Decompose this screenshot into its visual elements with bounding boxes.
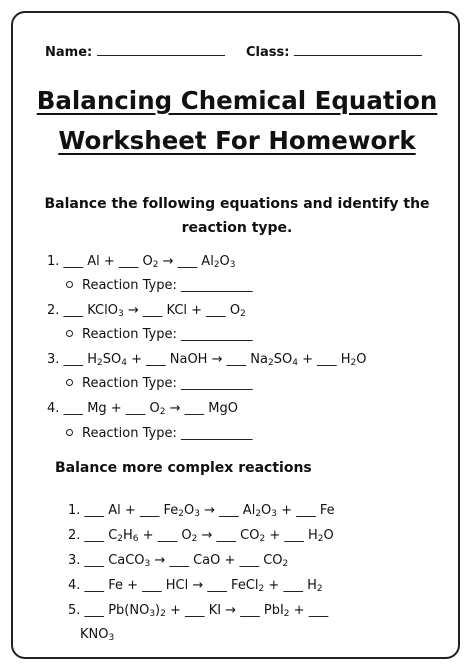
term: Al <box>201 254 214 269</box>
term: Al + <box>87 254 115 269</box>
arrow-icon: → <box>127 303 139 318</box>
term: H <box>308 528 318 543</box>
term: ) <box>155 603 161 618</box>
term: Al + <box>108 503 136 518</box>
coefficient-blank[interactable]: ___ <box>207 578 227 593</box>
circle-bullet-icon <box>66 281 73 288</box>
term: Fe <box>163 503 179 518</box>
coefficient-blank[interactable]: ___ <box>84 603 105 618</box>
coefficient-blank[interactable]: ___ <box>184 401 205 416</box>
coefficient-blank[interactable]: ___ <box>63 401 84 416</box>
term: Na <box>250 352 268 367</box>
complex-equation-5-continued <box>80 627 114 642</box>
coefficient-blank[interactable]: ___ <box>84 503 105 518</box>
subscript: 6 <box>132 534 139 544</box>
subscript: 2 <box>160 609 166 619</box>
arrow-icon: → <box>154 553 166 568</box>
name-field[interactable] <box>45 45 225 60</box>
subscript: 2 <box>96 358 103 368</box>
term: O <box>219 254 230 269</box>
term: O <box>142 254 153 269</box>
plus-sign: + <box>268 578 280 593</box>
term: Fe + <box>108 578 138 593</box>
equation-number: 3. <box>47 352 60 367</box>
subscript: 2 <box>152 260 159 270</box>
complex-equation-4 <box>68 578 323 593</box>
subscript: 3 <box>229 260 236 270</box>
term: SO <box>273 352 293 367</box>
circle-bullet-icon <box>66 379 73 386</box>
arrow-icon: → <box>169 401 181 416</box>
equation-number: 1. <box>47 254 60 269</box>
complex-equation-2 <box>68 528 334 543</box>
term: Mg + <box>87 401 122 416</box>
subscript: 2 <box>258 584 265 594</box>
arrow-icon: → <box>201 528 213 543</box>
name-blank-line[interactable] <box>97 55 225 56</box>
subscript: 4 <box>292 358 298 368</box>
term: O <box>184 503 195 518</box>
subscript: 2 <box>255 509 262 519</box>
term: O <box>356 352 367 367</box>
term: KClO <box>87 303 118 318</box>
subscript: 2 <box>259 534 266 544</box>
equation-number: 2. <box>68 528 81 543</box>
subscript: 3 <box>117 309 124 319</box>
coefficient-blank[interactable]: ___ <box>142 578 162 593</box>
subscript: 2 <box>213 260 220 270</box>
coefficient-blank[interactable]: ___ <box>142 303 163 318</box>
reaction-type-label: Reaction Type: ___________ <box>82 376 253 391</box>
name-label: Name: <box>45 45 93 60</box>
equation-number: 2. <box>47 303 60 318</box>
term: C <box>108 528 118 543</box>
subscript: 3 <box>149 609 156 619</box>
coefficient-blank[interactable]: ___ <box>216 528 236 543</box>
term: H <box>307 578 317 593</box>
term: Fe <box>319 503 335 518</box>
subscript: 2 <box>282 559 289 569</box>
coefficient-blank[interactable]: ___ <box>239 553 260 568</box>
complex-equation-1 <box>68 503 335 518</box>
coefficient-blank[interactable]: ___ <box>284 528 304 543</box>
term: KCl + <box>166 303 203 318</box>
coefficient-blank[interactable]: ___ <box>240 603 260 618</box>
instructions <box>20 192 454 240</box>
coefficient-blank[interactable]: ___ <box>185 603 205 618</box>
reaction-type-1[interactable] <box>66 278 252 293</box>
plus-sign: + <box>131 352 142 367</box>
reaction-type-label: Reaction Type: ___________ <box>82 327 253 342</box>
term: PbI <box>263 603 284 618</box>
coefficient-blank[interactable]: ___ <box>283 578 303 593</box>
subscript: 2 <box>317 534 324 544</box>
coefficient-blank[interactable]: ___ <box>206 303 226 318</box>
coefficient-blank[interactable]: ___ <box>169 553 189 568</box>
term: NaOH → <box>169 352 223 367</box>
term: O <box>323 528 334 543</box>
coefficient-blank[interactable]: ___ <box>63 352 84 367</box>
circle-bullet-icon <box>66 429 73 436</box>
term: CaCO <box>108 553 145 568</box>
subscript: 2 <box>117 534 123 544</box>
term: O <box>229 303 241 318</box>
coefficient-blank[interactable]: ___ <box>63 254 84 269</box>
class-field[interactable] <box>246 45 422 60</box>
plus-sign: + <box>269 528 281 543</box>
page-title-line2: Worksheet For Homework <box>58 126 416 155</box>
plus-sign: + <box>170 603 181 618</box>
coefficient-blank[interactable]: ___ <box>84 528 105 543</box>
equation-number: 4. <box>68 578 81 593</box>
reaction-type-2[interactable] <box>66 327 252 342</box>
term: KI → <box>208 603 237 618</box>
coefficient-blank[interactable]: ___ <box>317 352 337 367</box>
subscript: 3 <box>108 633 115 643</box>
reaction-type-3[interactable] <box>66 376 252 391</box>
term: O <box>261 503 272 518</box>
circle-bullet-icon <box>66 330 73 337</box>
subscript: 3 <box>144 559 151 569</box>
coefficient-blank[interactable]: ___ <box>139 503 160 518</box>
page-title-line1: Balancing Chemical Equation <box>36 86 438 115</box>
term: H <box>123 528 133 543</box>
arrow-icon: → <box>204 503 216 518</box>
subscript: 2 <box>350 358 357 368</box>
coefficient-blank[interactable]: ___ <box>84 578 105 593</box>
term: Pb(NO <box>108 603 150 618</box>
coefficient-blank[interactable]: ___ <box>125 401 146 416</box>
coefficient-blank[interactable]: ___ <box>296 503 316 518</box>
class-label: Class: <box>246 45 290 60</box>
equation-number: 5. <box>68 603 81 618</box>
subscript: 2 <box>191 534 198 544</box>
subscript: 2 <box>178 509 184 519</box>
arrow-icon: → <box>162 254 174 269</box>
plus-sign: + <box>302 352 313 367</box>
reaction-type-label: Reaction Type: ___________ <box>82 426 253 441</box>
coefficient-blank[interactable]: ___ <box>226 352 247 367</box>
subscript: 3 <box>271 509 278 519</box>
plus-sign: + <box>142 528 154 543</box>
subscript: 3 <box>194 509 200 519</box>
equation-3 <box>47 352 367 367</box>
plus-sign: + <box>281 503 293 518</box>
subscript: 2 <box>316 584 323 594</box>
instructions-line2: reaction type. <box>181 220 293 236</box>
coefficient-blank[interactable]: ___ <box>219 503 239 518</box>
coefficient-blank[interactable]: ___ <box>146 352 166 367</box>
coefficient-blank[interactable]: ___ <box>177 254 198 269</box>
subscript: 4 <box>121 358 127 368</box>
equation-number: 4. <box>47 401 60 416</box>
class-blank-line[interactable] <box>294 55 422 56</box>
term: HCl → <box>165 578 204 593</box>
term: MgO <box>208 401 238 416</box>
term: FeCl <box>231 578 259 593</box>
term: O <box>149 401 160 416</box>
subscript: 2 <box>159 407 166 417</box>
term: O <box>181 528 192 543</box>
section-heading: Balance more complex reactions <box>55 460 312 476</box>
term: CO <box>263 553 283 568</box>
coefficient-blank[interactable]: ___ <box>63 303 84 318</box>
subscript: 2 <box>267 358 274 368</box>
complex-equation-3 <box>68 553 288 568</box>
term: Al <box>242 503 256 518</box>
term: SO <box>102 352 122 367</box>
equation-number: 3. <box>68 553 81 568</box>
subscript: 2 <box>283 609 290 619</box>
term: H <box>87 352 97 367</box>
reaction-type-label: Reaction Type: ___________ <box>82 278 253 293</box>
subscript: 2 <box>240 309 246 319</box>
equation-2 <box>47 303 246 318</box>
term: CaO + <box>193 553 236 568</box>
equation-4 <box>47 401 238 416</box>
term: H <box>340 352 351 367</box>
coefficient-blank[interactable]: ___ <box>84 553 105 568</box>
equation-number: 1. <box>68 503 81 518</box>
term: CO <box>240 528 260 543</box>
instructions-line1: Balance the following equations and identify the <box>44 196 430 212</box>
complex-equation-5 <box>68 603 328 618</box>
coefficient-blank[interactable]: ___ <box>157 528 178 543</box>
term: KNO <box>80 627 109 642</box>
plus-sign: + <box>293 603 305 618</box>
equation-1 <box>47 254 236 269</box>
coefficient-blank[interactable]: ___ <box>308 603 329 618</box>
reaction-type-4[interactable] <box>66 426 252 441</box>
coefficient-blank[interactable]: ___ <box>118 254 139 269</box>
